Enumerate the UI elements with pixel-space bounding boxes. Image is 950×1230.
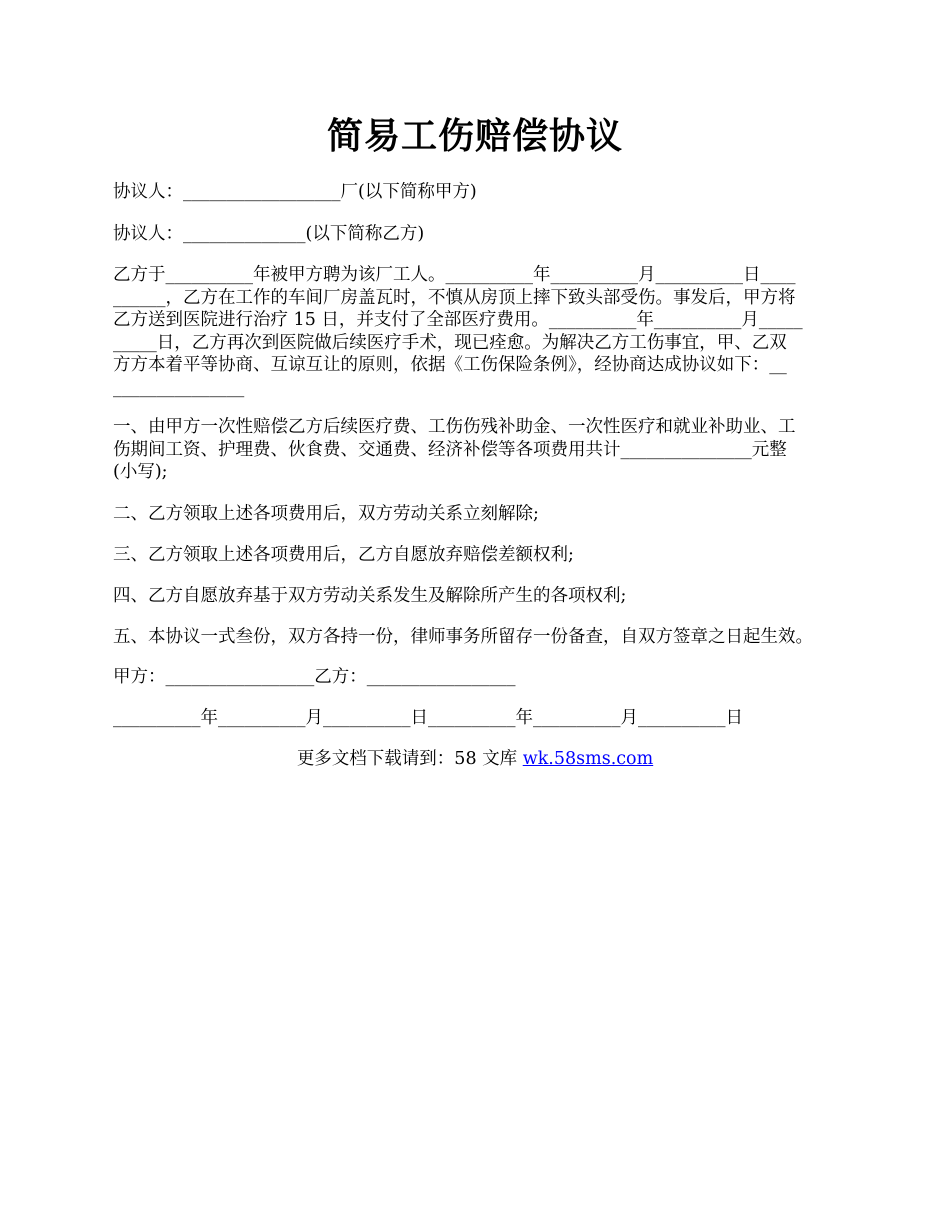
clause-1 [113,416,843,484]
date-line: __________年__________月__________日__________年__________月__________日 [113,708,743,728]
signature-line: 甲方：_________________乙方：_________________ [113,667,516,687]
intro-line: _______________ [113,377,245,398]
clause-5: 五、本协议一式叁份，双方各持一份，律师事务所留存一份备查，自双方签章之日起生效。 [113,627,813,647]
footer [0,748,950,770]
clause-1-line: (小写); [113,462,168,482]
intro-paragraph [113,264,843,399]
clause-1-line: 伤期间工资、护理费、伙食费、交通费、经济补偿等各项费用共计_______________元整 [113,439,787,460]
party-a-line: 协议人：__________________厂(以下简称甲方) [113,182,477,202]
clause-1-line: 一、由甲方一次性赔偿乙方后续医疗费、工伤伤残补助金、一次性医疗和就业补助业、工 [113,417,796,437]
clause-3: 三、乙方领取上述各项费用后，乙方自愿放弃赔偿差额权利; [113,545,574,565]
intro-line: 乙方于__________年被甲方聘为该厂工人。__________年__________月__________日____ [113,265,796,285]
intro-line: _____日，乙方再次到医院做后续医疗手术，现已痊愈。为解决乙方工伤事宜，甲、乙双 [113,332,787,353]
intro-line: 方方本着平等协商、互谅互让的原则，依据《工伤保险条例》，经协商达成协议如下：__ [113,355,787,375]
footer-text: 更多文档下载请到：58 文库 [296,749,523,769]
party-b-line: 协议人：______________(以下简称乙方) [113,224,425,244]
document-title: 简易工伤赔偿协议 [326,115,623,157]
footer-link[interactable]: wk.58sms.com [522,749,654,769]
intro-line: 乙方送到医院进行治疗 15 日，并支付了全部医疗费用。__________年__________月_____ [113,310,803,330]
clause-4: 四、乙方自愿放弃基于双方劳动关系发生及解除所产生的各项权利; [113,586,627,606]
clause-2: 二、乙方领取上述各项费用后，双方劳动关系立刻解除; [113,504,539,524]
intro-line: ______，乙方在工作的车间厂房盖瓦时，不慎从房顶上摔下致头部受伤。事发后，甲方将 [113,287,796,308]
